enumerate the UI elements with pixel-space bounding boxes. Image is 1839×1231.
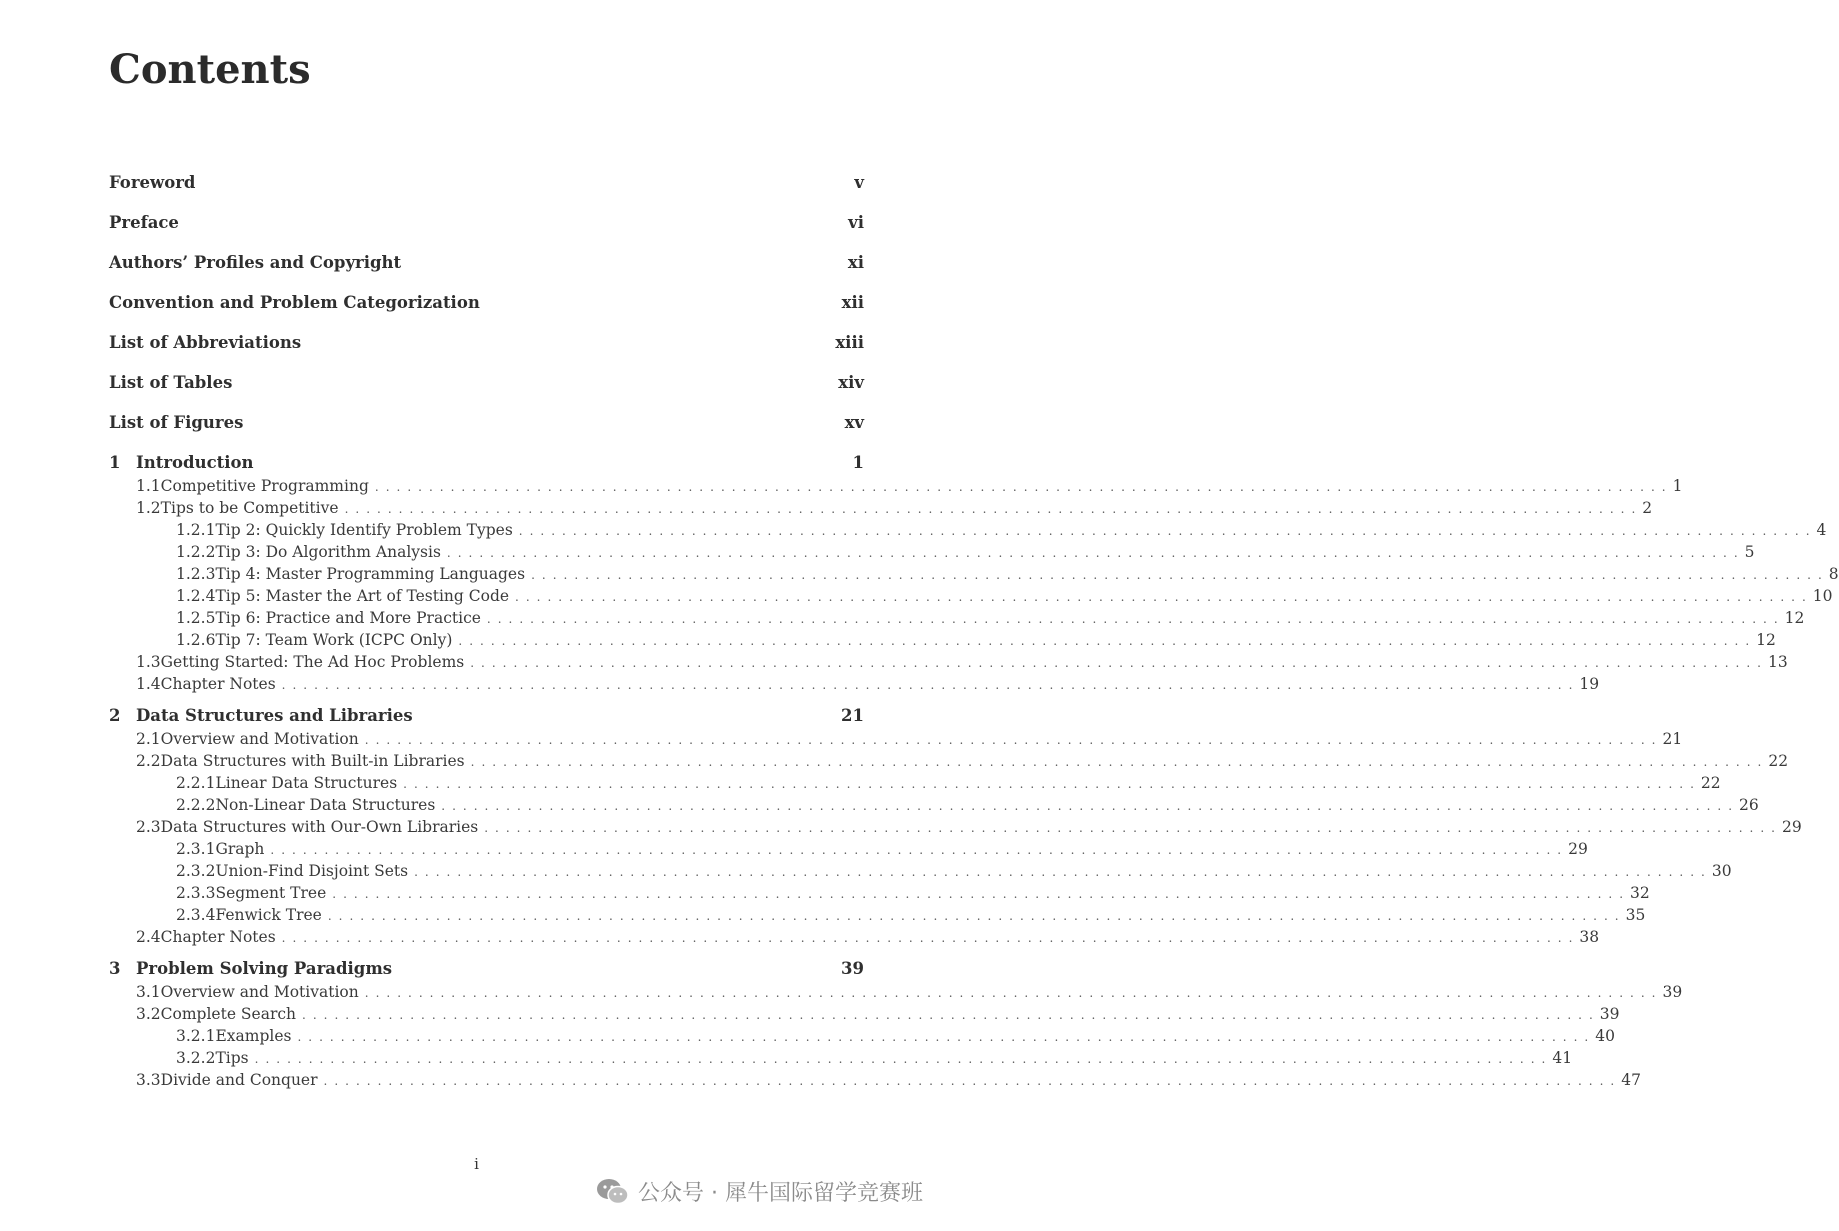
page-number: i xyxy=(474,1155,479,1173)
toc-subsection-entry[interactable] xyxy=(109,794,1759,816)
entry-number: 2.3.3 xyxy=(176,884,216,902)
entry-label: Tip 5: Master the Art of Testing Code xyxy=(215,587,510,605)
chapter-heading-left xyxy=(109,958,392,980)
toc-subsection-entry[interactable] xyxy=(109,629,1776,651)
dot-leader: ........................................................................................................................ xyxy=(332,887,1631,901)
toc-front-entry[interactable] xyxy=(109,332,864,372)
entry-label: Tip 3: Do Algorithm Analysis xyxy=(215,543,441,561)
toc-entry-page: xii xyxy=(841,293,864,312)
entry-number: 1.2.4 xyxy=(176,587,216,605)
toc-front-entry[interactable] xyxy=(109,252,864,292)
entry-number: 1.2.5 xyxy=(176,609,216,627)
dot-leader: ........................................................................................................................ xyxy=(281,931,1580,945)
dot-leader: ........................................................................................................................ xyxy=(254,1052,1553,1066)
entry-label: Linear Data Structures xyxy=(215,774,398,792)
page-title: Contents xyxy=(109,46,311,93)
entry-number: 1.2 xyxy=(136,499,161,517)
toc-entry-page: xi xyxy=(847,253,864,272)
chapter-list xyxy=(109,452,1839,1091)
entry-label: Segment Tree xyxy=(215,884,327,902)
entry-page: 32 xyxy=(1630,884,1650,902)
entry-label: Data Structures with Built-in Libraries xyxy=(160,752,465,770)
entry-number: 2.2.1 xyxy=(176,774,216,792)
entry-label: Tips xyxy=(215,1049,249,1067)
toc-subsection-entry[interactable] xyxy=(109,838,1588,860)
toc-front-entry[interactable] xyxy=(109,212,864,252)
entry-page: 1 xyxy=(1672,477,1683,495)
dot-leader: ........................................................................................................................ xyxy=(515,590,1813,604)
entry-page: 13 xyxy=(1767,653,1788,671)
entry-page: 35 xyxy=(1625,906,1646,924)
toc-entry-label: Convention and Problem Categorization xyxy=(109,293,480,312)
toc-section-entry[interactable] xyxy=(109,981,1683,1003)
toc-subsection-entry[interactable] xyxy=(109,563,1839,585)
toc-entry-page: xiii xyxy=(835,333,864,352)
front-matter-list xyxy=(109,172,864,452)
dot-leader: ........................................................................................................................ xyxy=(297,1030,1596,1044)
chapter-number: 3 xyxy=(109,959,121,978)
entry-label: Tip 6: Practice and More Practice xyxy=(215,609,481,627)
toc-front-entry[interactable] xyxy=(109,372,864,412)
chapter-title: Problem Solving Paradigms xyxy=(136,959,393,978)
entry-page: 19 xyxy=(1579,675,1600,693)
entry-page: 10 xyxy=(1812,587,1833,605)
toc-entry-page: v xyxy=(854,173,864,192)
toc-subsection-entry[interactable] xyxy=(109,882,1650,904)
entry-page: 41 xyxy=(1552,1049,1573,1067)
dot-leader: ........................................................................................................................ xyxy=(484,821,1782,835)
dot-leader: ........................................................................................................................ xyxy=(281,678,1580,692)
entry-label: Non-Linear Data Structures xyxy=(215,796,436,814)
entry-label: Union-Find Disjoint Sets xyxy=(215,862,409,880)
toc-entry-label: List of Tables xyxy=(109,373,233,392)
toc-entry-page: xiv xyxy=(838,373,864,392)
dot-leader: ........................................................................................................................ xyxy=(531,568,1829,582)
chapter-page: 39 xyxy=(841,959,864,978)
table-of-contents xyxy=(109,172,1839,1091)
toc-section-entry[interactable] xyxy=(109,816,1802,838)
entry-label: Tips to be Competitive xyxy=(160,499,339,517)
entry-number: 1.3 xyxy=(136,653,161,671)
toc-subsection-entry[interactable] xyxy=(109,860,1732,882)
toc-subsection-entry[interactable] xyxy=(109,1047,1573,1069)
entry-label: Examples xyxy=(215,1027,292,1045)
watermark xyxy=(596,1176,923,1207)
dot-leader: ........................................................................................................................ xyxy=(302,1008,1600,1022)
dot-leader: ........................................................................................................................ xyxy=(364,986,1663,1000)
entry-number: 1.2.6 xyxy=(176,631,216,649)
entry-label: Overview and Motivation xyxy=(160,983,359,1001)
entry-label: Chapter Notes xyxy=(160,928,276,946)
toc-section-entry[interactable] xyxy=(109,1069,1641,1091)
dot-leader: ........................................................................................................................ xyxy=(446,546,1745,560)
entry-label: Tip 2: Quickly Identify Problem Types xyxy=(215,521,513,539)
toc-subsection-entry[interactable] xyxy=(109,1025,1615,1047)
entry-page: 47 xyxy=(1621,1071,1641,1089)
entry-page: 4 xyxy=(1816,521,1827,539)
entry-page: 40 xyxy=(1595,1027,1615,1045)
toc-section-entry[interactable] xyxy=(109,651,1788,673)
entry-label: Fenwick Tree xyxy=(215,906,322,924)
entry-page: 39 xyxy=(1662,983,1683,1001)
entry-number: 2.3.1 xyxy=(176,840,216,858)
dot-leader: ........................................................................................................................ xyxy=(403,777,1701,791)
toc-section-entry[interactable] xyxy=(109,1003,1620,1025)
entry-label: Divide and Conquer xyxy=(160,1071,318,1089)
entry-number: 1.2.3 xyxy=(176,565,216,583)
entry-number: 3.1 xyxy=(136,983,161,1001)
entry-page: 12 xyxy=(1756,631,1776,649)
dot-leader: ........................................................................................................................ xyxy=(441,799,1740,813)
entry-label: Chapter Notes xyxy=(160,675,276,693)
toc-subsection-entry[interactable] xyxy=(109,904,1646,926)
entry-page: 30 xyxy=(1711,862,1732,880)
entry-number: 3.2.1 xyxy=(176,1027,216,1045)
entry-page: 22 xyxy=(1768,752,1789,770)
dot-leader: ........................................................................................................................ xyxy=(323,1074,1622,1088)
entry-number: 3.2.2 xyxy=(176,1049,216,1067)
dot-leader: ........................................................................................................................ xyxy=(518,524,1817,538)
entry-number: 1.1 xyxy=(136,477,161,495)
entry-page: 12 xyxy=(1784,609,1805,627)
toc-chapter xyxy=(109,452,1839,695)
entry-number: 2.3.4 xyxy=(176,906,216,924)
toc-section-entry[interactable] xyxy=(109,475,1683,497)
chapter-page: 1 xyxy=(852,453,864,472)
toc-entry-label: Foreword xyxy=(109,173,196,192)
entry-page: 21 xyxy=(1662,730,1683,748)
wechat-icon xyxy=(596,1177,630,1207)
dot-leader: ........................................................................................................................ xyxy=(470,656,1768,670)
toc-section-entry[interactable] xyxy=(109,750,1789,772)
entry-page: 5 xyxy=(1744,543,1755,561)
toc-subsection-entry[interactable] xyxy=(109,772,1721,794)
chapter-title: Introduction xyxy=(136,453,254,472)
entry-page: 22 xyxy=(1700,774,1721,792)
toc-chapter-heading[interactable] xyxy=(109,452,864,475)
dot-leader: ........................................................................................................................ xyxy=(364,733,1663,747)
entry-label: Data Structures with Our-Own Libraries xyxy=(160,818,479,836)
entry-page: 8 xyxy=(1828,565,1839,583)
toc-front-entry[interactable] xyxy=(109,172,864,212)
entry-number: 2.3.2 xyxy=(176,862,216,880)
entry-number: 1.2.2 xyxy=(176,543,216,561)
chapter-number: 2 xyxy=(109,706,121,725)
entry-page: 39 xyxy=(1599,1005,1620,1023)
entry-number: 3.3 xyxy=(136,1071,161,1089)
toc-chapter xyxy=(109,705,1802,948)
entry-number: 2.4 xyxy=(136,928,161,946)
dot-leader: ........................................................................................................................ xyxy=(414,865,1712,879)
entry-number: 3.2 xyxy=(136,1005,161,1023)
entry-label: Tip 7: Team Work (ICPC Only) xyxy=(215,631,453,649)
chapter-page: 21 xyxy=(841,706,864,725)
toc-subsection-entry[interactable] xyxy=(109,607,1805,629)
watermark-text: 公众号 · 犀牛国际留学竞赛班 xyxy=(638,1181,923,1206)
toc-subsection-entry[interactable] xyxy=(109,541,1755,563)
entry-label: Tip 4: Master Programming Languages xyxy=(215,565,526,583)
chapter-number: 1 xyxy=(109,453,121,472)
toc-entry-page: vi xyxy=(848,213,864,232)
entry-number: 1.4 xyxy=(136,675,161,693)
entry-label: Overview and Motivation xyxy=(160,730,359,748)
dot-leader: ........................................................................................................................ xyxy=(344,502,1643,516)
toc-section-entry[interactable] xyxy=(109,926,1600,948)
toc-chapter-heading[interactable] xyxy=(109,958,864,981)
entry-label: Graph xyxy=(215,840,265,858)
entry-number: 2.2 xyxy=(136,752,161,770)
entry-number: 2.3 xyxy=(136,818,161,836)
toc-entry-label: List of Figures xyxy=(109,413,244,432)
dot-leader: ........................................................................................................................ xyxy=(374,480,1673,494)
entry-number: 2.1 xyxy=(136,730,161,748)
toc-section-entry[interactable] xyxy=(109,497,1653,519)
dot-leader: ........................................................................................................................ xyxy=(270,843,1569,857)
chapter-title: Data Structures and Libraries xyxy=(136,706,413,725)
entry-page: 29 xyxy=(1781,818,1802,836)
toc-subsection-entry[interactable] xyxy=(109,585,1833,607)
dot-leader: ........................................................................................................................ xyxy=(470,755,1769,769)
entry-label: Getting Started: The Ad Hoc Problems xyxy=(160,653,465,671)
dot-leader: ........................................................................................................................ xyxy=(458,634,1757,648)
entry-page: 2 xyxy=(1642,499,1653,517)
toc-entry-page: xv xyxy=(844,413,864,432)
entry-number: 1.2.1 xyxy=(176,521,216,539)
entry-label: Complete Search xyxy=(160,1005,297,1023)
entry-page: 38 xyxy=(1579,928,1600,946)
toc-section-entry[interactable] xyxy=(109,673,1600,695)
toc-entry-label: List of Abbreviations xyxy=(109,333,302,352)
dot-leader: ........................................................................................................................ xyxy=(327,909,1626,923)
toc-subsection-entry[interactable] xyxy=(109,519,1827,541)
toc-front-entry[interactable] xyxy=(109,412,864,452)
entry-page: 29 xyxy=(1568,840,1588,858)
toc-entry-label: Preface xyxy=(109,213,179,232)
toc-chapter-heading[interactable] xyxy=(109,705,864,728)
entry-label: Competitive Programming xyxy=(160,477,369,495)
entry-page: 26 xyxy=(1739,796,1759,814)
toc-chapter xyxy=(109,958,1683,1091)
toc-front-entry[interactable] xyxy=(109,292,864,332)
dot-leader: ........................................................................................................................ xyxy=(486,612,1785,626)
entry-number: 2.2.2 xyxy=(176,796,216,814)
chapter-heading-left xyxy=(109,452,254,474)
toc-section-entry[interactable] xyxy=(109,728,1683,750)
toc-entry-label: Authors’ Profiles and Copyright xyxy=(109,253,402,272)
chapter-heading-left xyxy=(109,705,413,727)
